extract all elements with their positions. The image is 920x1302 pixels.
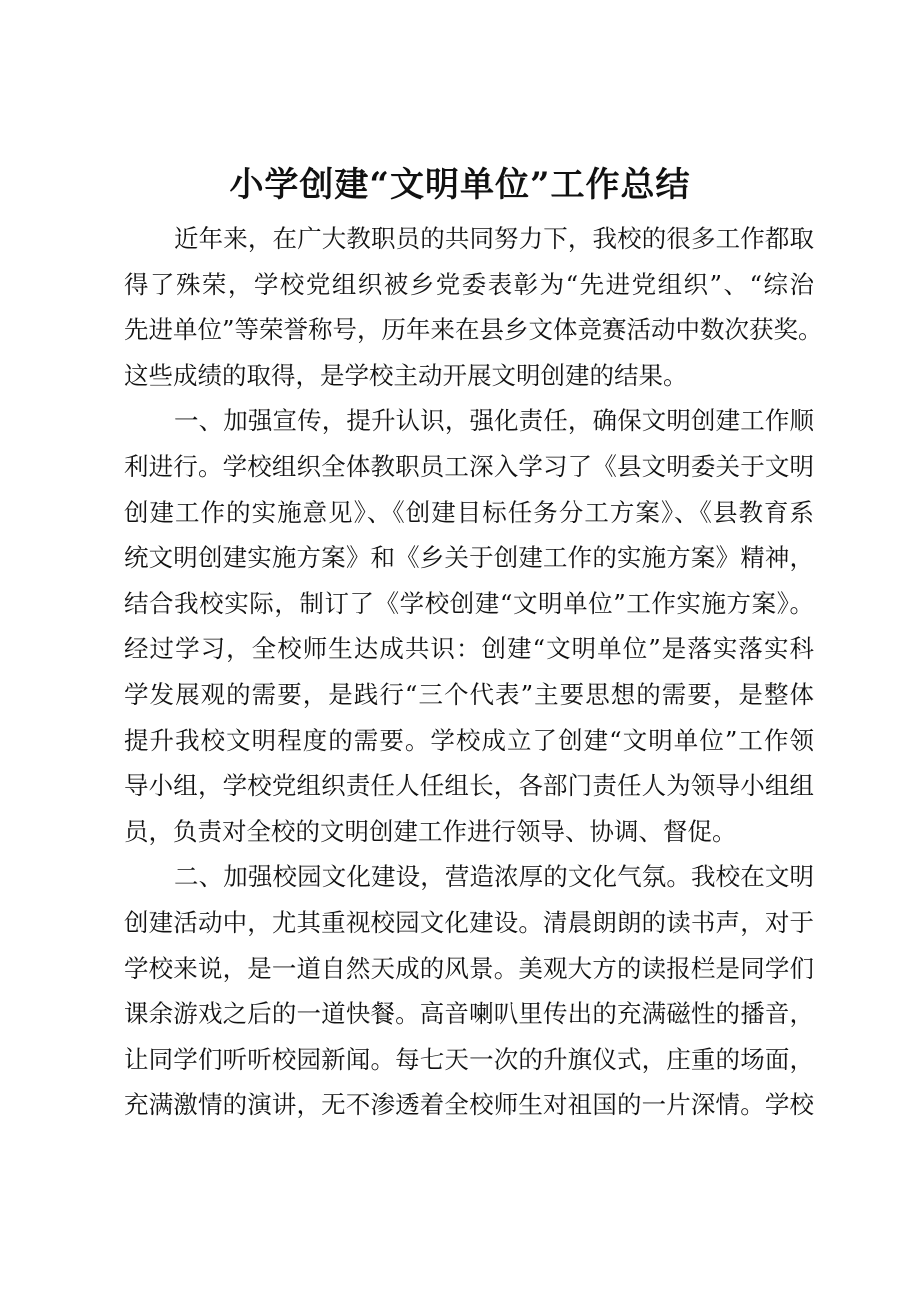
paragraph-line: 员，负责对全校的文明创建工作进行领导、协调、督促。 bbox=[124, 816, 737, 846]
paragraph-line: 课余游戏之后的一道快餐。高音喇叭里传出的充满磁性的播音， bbox=[124, 999, 814, 1029]
document-title: 小学创建“文明单位”工作总结 bbox=[229, 165, 691, 205]
paragraph-line: 一、加强宣传，提升认识，强化责任，确保文明创建工作顺 bbox=[174, 406, 814, 436]
paragraph-line: 统文明创建实施方案》和《乡关于创建工作的实施方案》精神， bbox=[124, 543, 814, 573]
paragraph-line: 二、加强校园文化建设，营造浓厚的文化气氛。我校在文明 bbox=[174, 862, 814, 892]
paragraph-line: 得了殊荣，学校党组织被乡党委表彰为“先进党组织”、“综治 bbox=[124, 269, 814, 299]
paragraph-line: 提升我校文明程度的需要。学校成立了创建“文明单位”工作领 bbox=[124, 725, 814, 755]
paragraph-line: 这些成绩的取得，是学校主动开展文明创建的结果。 bbox=[124, 360, 688, 390]
document-body bbox=[124, 216, 823, 1128]
paragraph-line: 学校来说，是一道自然天成的风景。美观大方的读报栏是同学们 bbox=[124, 953, 814, 983]
paragraph-line: 创建活动中，尤其重视校园文化建设。清晨朗朗的读书声，对于 bbox=[124, 907, 814, 937]
paragraph-line: 结合我校实际，制订了《学校创建“文明单位”工作实施方案》。 bbox=[124, 588, 814, 618]
paragraph-line: 先进单位”等荣誉称号，历年来在县乡文体竞赛活动中数次获奖。 bbox=[124, 315, 823, 345]
paragraph-line: 学发展观的需要，是践行“三个代表”主要思想的需要，是整体 bbox=[124, 679, 814, 709]
paragraph-line: 导小组，学校党组织责任人任组长，各部门责任人为领导小组组 bbox=[124, 771, 814, 801]
paragraph-line: 创建工作的实施意见》、《创建目标任务分工方案》、《县教育系 bbox=[124, 497, 814, 527]
paragraph-line: 利进行。学校组织全体教职员工深入学习了《县文明委关于文明 bbox=[124, 451, 814, 481]
paragraph-line: 经过学习，全校师生达成共识：创建“文明单位”是落实落实科 bbox=[124, 634, 814, 664]
paragraph-line: 近年来，在广大教职员的共同努力下，我校的很多工作都取 bbox=[174, 224, 814, 253]
paragraph-line: 充满激情的演讲，无不渗透着全校师生对祖国的一片深情。学校 bbox=[124, 1090, 814, 1120]
paragraph-line: 让同学们听听校园新闻。每七天一次的升旗仪式，庄重的场面， bbox=[124, 1044, 814, 1074]
